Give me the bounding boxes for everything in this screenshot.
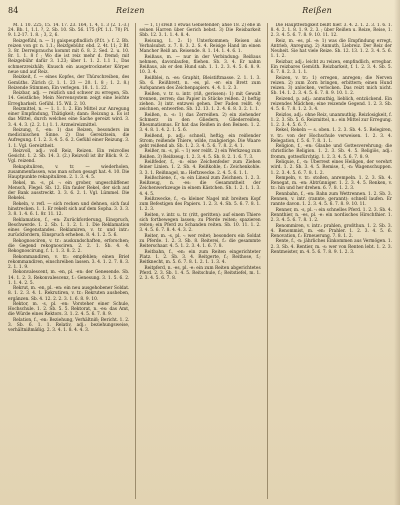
- column-2: [135, 23, 260, 499]
- running-header: [8, 6, 392, 19]
- dictionary-entry: Reiten, v. intr. u. tr. (ritt, geritten): auf einem Thiere sich fortbewegen lassen; zu Pferde reiten; spazieren reiten; ein Pferd zu Schanden reiten. Sb. 10. 11. 1. 2. 3. 4. 5. 6. 7. 8. 4. 4. 3. 2.: [139, 212, 261, 234]
- dictionary-entry: Reizlos, adj.: ohne Reiz, unanmuthig. Reizlosigkeit, f. 1. 2. 3. Sb. 5. 6. Reizmittel, n.: ein Mittel zur Erregung. 1. 2. 3. 4. 5. 6. 7.: [270, 112, 392, 128]
- left-running-title: Reizen: [116, 6, 145, 15]
- dictionary-entry: Rekrut, m. -en, pl. -en: ein neu ausgehobener Soldat. 8. 1. 2. 3. 4. 1. Rekrutiren, v. tr.: Rekruten ausheben, ergänzen. Sb. 4. 12. 2. 2. 3. 1. 6. 8. 9. 10.: [8, 286, 130, 302]
- dictionary-entry: Reizung, f., -en: 1) das Reizen, besonders im medicinischen Sinne. 2) Das Gereiztsein, die Aufregung. f. 1. 2. 3. 4. 5. 6. 2. Gefühl einer Reizung. 3. 1. 1. Vgl. Gereiztheit.: [8, 128, 130, 149]
- dictionary-entry: Reizen, v. tr.: 1) erregen, anregen; die Nerven reizen. 2) zum Zorn bringen, erbittern; einen Hund reizen. 3) anlocken, verlocken. Das reizt mich nicht. Sb. 14. 1. 2. 3. 4. 5. 6. 7. 8. 9. 10. 1. 2.: [270, 75, 392, 97]
- dictionary-entry: Rekel, m. -s, pl. -: ein grober, ungeschliffener Mensch, Flegel. Sb. 12. Ein fauler Rekel, der sich auf der Bank ausstreckt. 3. 3. 6. 2. 1. Vgl. Lümmel. Die Rekelei.: [8, 180, 130, 202]
- dictionary-entry: Reitpferd, n. -es, pl. -e: ein zum Reiten abgerichtetes Pferd. 2. 3. Sb. 1. 4. 5. Reitschule, f.; Reitstiefel, m. 1. 2. 3. 4. 5. 6. 7. 8.: [139, 265, 261, 281]
- text-columns: [8, 23, 392, 499]
- dictionary-entry: Reißaus, m. — nur in der Verbindung: Reißaus nehmen, davonlaufen, fliehen. Sb. 3. 4. Er nahm Reißaus, als er den Hund sah. 1. 1. 2. 3. 4. 5. 6. 8. 9. 10. 3. 4.: [139, 54, 261, 76]
- dictionary-entry: Relation, f., -en: Beziehung, Verhältniß; Bericht. 1. 2. 3. Sb. 6. 1. 1. Relativ, adj.: beziehungsweise, verhältnißmäßig. 2. 3. 4. 1. 8. 4. 4. 3.: [8, 318, 130, 334]
- dictionary-entry: Reißfeder, f., -n: eine Zeichenfeder zum Ziehen feiner Linien. 1. 2. Sb. 4. Reißkohle, f.: Zeichenkohle. 3. 3. 1. Reißnagel, m.: Heftzwecke. 2. 4. 5. 6. 1. 1.: [139, 160, 261, 176]
- column-1: [8, 23, 129, 499]
- dictionary-entry: Reißblei, n. -es: Graphit, Bleistiftmasse. 2. 1. 1. 3. Sb. 6. Reißbrett, n. -es, pl. -er: ein Brett zum Aufspannen des Zeichenpapiers. 4. 4. 1. 2. 3.: [139, 75, 261, 92]
- dictionary-entry: Rekel, Rekeln — s. oben. 1. 2. 3. Sb. 4. 5. Relegiren, v. tr.: von der Hochschule verweisen. 1. 2. 3. 4. Relegation, f. 5. 6. 7. 8. 1. 1.: [270, 128, 392, 144]
- dictionary-entry: Reißer, m. -s, pl. -: 1) wer reißt. 2) ein Werkzeug zum Reißen. 3) Reißzeug. 1. 2. 3. 4. 5. Sb. 8. 2. 1. 6. 7. 3.: [139, 149, 261, 160]
- page-number: 84: [8, 6, 19, 15]
- dictionary-entry: Rekeln, v. refl. — sich recken und dehnen, sich faul hinstrecken. 1. 1. Er rekelt sich auf dem Sopha. 3. 3. 3. 3. 8. 1. 4. 6. 1. 8r. 11. 12.: [8, 201, 130, 218]
- dictionary-entry: Reizgefühl, n. — 1) gaispeupfindlich (P.f.t. ): f. 2. Bb. reizen von gr. n. 1.1.; Reizfgebühr. ebd. 2. 4t. 11; 2 Bf. 3. 8r. Derreiprauchs kommt mit 6. 8. 2. Sed. 2. u. 10. 8r. 1. 1. 8 f ; Wo die ist reiz mehr d. fremd; mit Reizgebühr dafür 3. 1.23; über 1. 1. 2. 1.1 1., Das schmerzreizhält; Knusch ein ausgetrockneter Körper neue und auf Reiz.: [8, 38, 130, 75]
- dictionary-entry: Rekognosciren, v. tr.: auskundschaften, erforschen; die Gegend rekognosciren. 2. 2. 1. Sb. 4. 4. Rekognoscirung, f. 1. 1. 3. 8. 2. 2.: [8, 238, 130, 255]
- dictionary-entry: Reizkeit, f. — eines Kopfes, der Thürschreiben, des Gemüths. Zürich (2. 1. 1. 23 — 20. 1. 8 ; 1. 2. 8.) Reizende Stimmen, Ein verlegen. 18. 1. 1. 22.: [8, 75, 130, 91]
- dictionary-entry: Reißend, p. adj.: schnell, heftig; ein reißender Strom; reißende Thiere, wilde, raubgierige. Die Waare geht reißend ab. Sb. 1. 2. 3. 4. 5. 6. 7. 8. 2. 4. 1.: [139, 133, 261, 149]
- column-3: [267, 23, 392, 499]
- dictionary-entry: Reiz, m. -es, pl. -e: 1) was die Empfindung erregt, Antrieb, Anregung. 2) Anmuth, Liebreiz. Der Reiz der Neuheit. Sie hat viele Reize. Sb. 12. 13. 1. 2. 3. 4. 5. 6. 1. 1. 2.: [270, 38, 392, 60]
- dictionary-entry: Rennbahn, f., -en: Bahn zum Wettrennen. 1. 2. Sb. 3. Rennen, v. intr. (rannte, gerannt): schnell laufen. Er rannte davon. 1. 2. 3. 4. 5. 6. 7. 8. 9. 10. 11.: [270, 191, 392, 208]
- dictionary-entry: Reißen, n. -s: 1) das Zerreißen. 2) ein ziehender Schmerz in den Gliedern, Gliederreißen, Rheumatismus. Er hat das Reißen in den Beinen. 1. 2. 3. 4. 8. 1. 4. 2. 1. 5. 6.: [139, 112, 261, 134]
- dictionary-entry: Reißschiene, f., -n: ein Lineal zum Zeichnen. 1. 2. 3. Reißzeug, n. -es: die Gesammtheit der Zeichenwerkzeuge in einem Kästchen. Sb. 1. 2. 1. 1. 3. 4. 4. 5.: [139, 176, 261, 197]
- dictionary-entry: Reklamation, f., -en: Zurückforderung, Einspruch, Beschwerde. 1. 2. Sb. 1. 1. 2. 1. 1. Die Reklamation eines Gegenstandes. Reklamiren, v. tr. und intr.: zurückfordern, Einspruch erheben. 8. 4. 1. 2. 5. 6.: [8, 217, 130, 239]
- dictionary-entry: Renner, m. -s, pl. -: ein schnelles Pferd. 1. 2. 3. Sb. 4. Rennthier, n. -es, pl. -e: ein nordisches Hirschthier. 1. 2. 3. 4. 5. 6. 7. 8. 1. 2.: [270, 207, 392, 224]
- dictionary-entry: Reizmittel, n. — 1. 1. 1. 2. Ein Mittel zur Anregung einer Empfindung, Thätigkeit; dann: Reizung a. Es ist das Mittel, durch welches eine Sache gereizt wird. 3. 3. 4. 4. 3. (2. 2. 1.) 1. 1. Arzneireizmittel.: [8, 107, 130, 128]
- dictionary-entry: Renommiren, v. intr.: prahlen, großthun. 1. 2. Sb. 3. 4. Renommist, m. -en: Prahler. 1. 2. 3. 4. 5. 6. Renovation, f.: Erneuerung. 7. 8. 1. 2.: [270, 223, 392, 239]
- dictionary-entry: Reiter, m. -s, pl. -: wer reitet; besonders ein Soldat zu Pferde. 1. 2. 3. Sb. 8. Reiterei, f.: die gesammte Reiterschaar. 4. 5. 1. 2. 3. 4. 1. 6. 7. 8.: [139, 233, 261, 250]
- dictionary-entry: Rekonvalescent, m. -en, pl. -en: der Genesende. Sb. 14. 1. 2. 3. Rekonvalescenz, f.: Genesung. 3. 1. 5. 6. 2. 1. 1. 4. 2. 5.: [8, 270, 130, 286]
- page-edge-shadow: [394, 0, 400, 505]
- dictionary-entry: Reitbahn, f., -en: ein zum Reiten eingerichteter Platz. 1. 2. Sb. 3. 4. Reitgerte, f.; Reithose, f.; Reitknecht, m. 5. 6. 7. 8. 1. 2. 1. 1. 3. 4.: [139, 249, 261, 266]
- dictionary-entry: Die Hauptfestigkeit beißt hier. 3. 4. 2. 1. 2. 3. 1. 6. 1. 8. 4. 2. 1. 8. 1. 9. 2. 3. ; über Reißen u. Reize, Reise, 1. 2. 3. 4. 5. 6. 7. 8. 9. 10. 11. 12.: [270, 23, 392, 39]
- dictionary-entry: Rektor, m. -s, pl. -en: Vorsteher einer Schule, Hochschule. 1. 2. Sb. 5. 5. Rektorat, n. -es: das Amt, die Würde eines Rektors. 3. 1. 2. 4. 5. 6. 7. 8. 9.: [8, 302, 130, 318]
- dictionary-entry: Rekommandiren, v. tr.: empfehlen; einen Brief rekommandiren, einschreiben lassen. 3. 4. 1. 2. 7. 8. 3. 2. 1. 1. 9.: [8, 254, 130, 270]
- dictionary-entry: Rempeln, v. tr.: stoßen, anrempeln. 1. 2. 3. Sb. 4. Renegat, m. -en: Abtrünniger. 1. 2. 3. 4. 5. Renken, v. tr.: hin und her drehen. 6. 7. 8. 1. 2. 3.: [270, 176, 392, 192]
- dictionary-entry: — 1, 1) sreiß 1 etwas Gebietender; ahse 18. 2) ehe in seinen Harren über Gerich bebst. 3) Die Reisbarkeit Sbb. 12. 3. 1. 1. 4. 8. 4.: [139, 23, 261, 39]
- dictionary-entry: Rente, f., -n: jährliches Einkommen aus Vermögen. 1. 2. 3. Sb. 4. Rentier, m. -s: wer von Renten lebt. 1. 2. 3. Rentmeister, m. 4. 5. 6. 7. 8. 9. 1. 2. 3.: [270, 239, 392, 255]
- dictionary-entry: Rekapituliren, v. tr. — wiederholen, zusammenfassen, was man schon gesagt hat. 4. 10. Die Hauptpunkte rekapituliren. 2. 1. 3. 4. 5.: [8, 164, 130, 181]
- dictionary-entry: Reizbar, adj. — reizlich und schwer zu erregen, Sb. 14. Geistliche; Mein Nervensystem zeigt eine leichte Erregbarkeit. Gefühl. 15. Wil. 2. 10.: [8, 91, 130, 107]
- dictionary-entry: Reißzwecke, f., -n: kleiner Nagel mit breitem Kopf zum Befestigen des Papiers. 1. 2. 3. 4. Sb. 5. 6. 7. 8. 1. 1. 2. 3.: [139, 197, 261, 213]
- dictionary-entry: Reizvoll, adj.: voll Reiz, Reizen. Ein reizvolles Gesicht. 1. 2. Sb. 14. 3. (2.) Reizvoll ist ihr Blick. 9. 2. Vgl. reizend.: [8, 149, 130, 165]
- dictionary-entry: Reißen, v. tr. u. intr. (riß, gerissen): 1) mit Gewalt trennen, zerren; das Papier in Stücke reißen. 2) heftig ziehen. 3) intr. entzwei gehen. Der Faden reißt. 4) zeichnen, entwerfen. Sb. 12. 13. 1. 2. 4. 6. 8. 3. 2. 1. 1.: [139, 91, 261, 113]
- dictionary-entry: Reliquie, f., -n: Überrest eines Heiligen, der verehrt wird. 1. 2. Sb. 3. 4. 5. Remise, f., -n: Wagenschuppen. 1. 2. 3. 4. 5. 6. 7. 8. 1. 2.: [270, 160, 392, 176]
- dictionary-entry: M. I. 10. 225, 15. 14. 17. 23. 164, 1. 4, 1. 3 (2. 1.-3.) 24. Bb. 1, 1.1. ?, 2. Sb. 10. Sb. 56. 175 (Pf. 1.1. 70) Pl. 9. 1.2-17. 1. 8. ; 3, 2, 6.: [8, 23, 130, 39]
- dictionary-entry: Reizbar, adj.: leicht zu reizen, empfindlich, erregbar. Ein reizbares Gemüth. Reizbarkeit, f. 1. 2. 3. 4. Sb. 5. 6. 7. 8. 2. 3. 1. 1.: [270, 59, 392, 76]
- right-running-title: Reißen: [302, 6, 332, 15]
- dictionary-entry: Reizend, p. adj.: anmuthig, lieblich, entzückend. Ein reizendes Mädchen; eine reizende Gegend. 1. 2. 3. Sb. 4. 5. 6. 7. 8. 1. 2. 3. 4.: [270, 96, 392, 113]
- dictionary-entry: Religion, f., -en: Glaube und Gottesverehrung; die christliche Religion. 1. 2. 3. Sb. 4. 5. Religiös, adj.: fromm, gottesfürchtig. 1. 2. 3. 4. 5. 6. 7. 8. 9.: [270, 144, 392, 160]
- dictionary-entry: Reisung, 1. 2: 1) Unterkommen; Reisen als Verbalsubst. z. 7. 8. 3. 2. S. 4. Reisige Hand im einen Mancher Reiß an. Reisende. 8. 1. 14. 1. 4. 6. 1.: [139, 38, 261, 55]
